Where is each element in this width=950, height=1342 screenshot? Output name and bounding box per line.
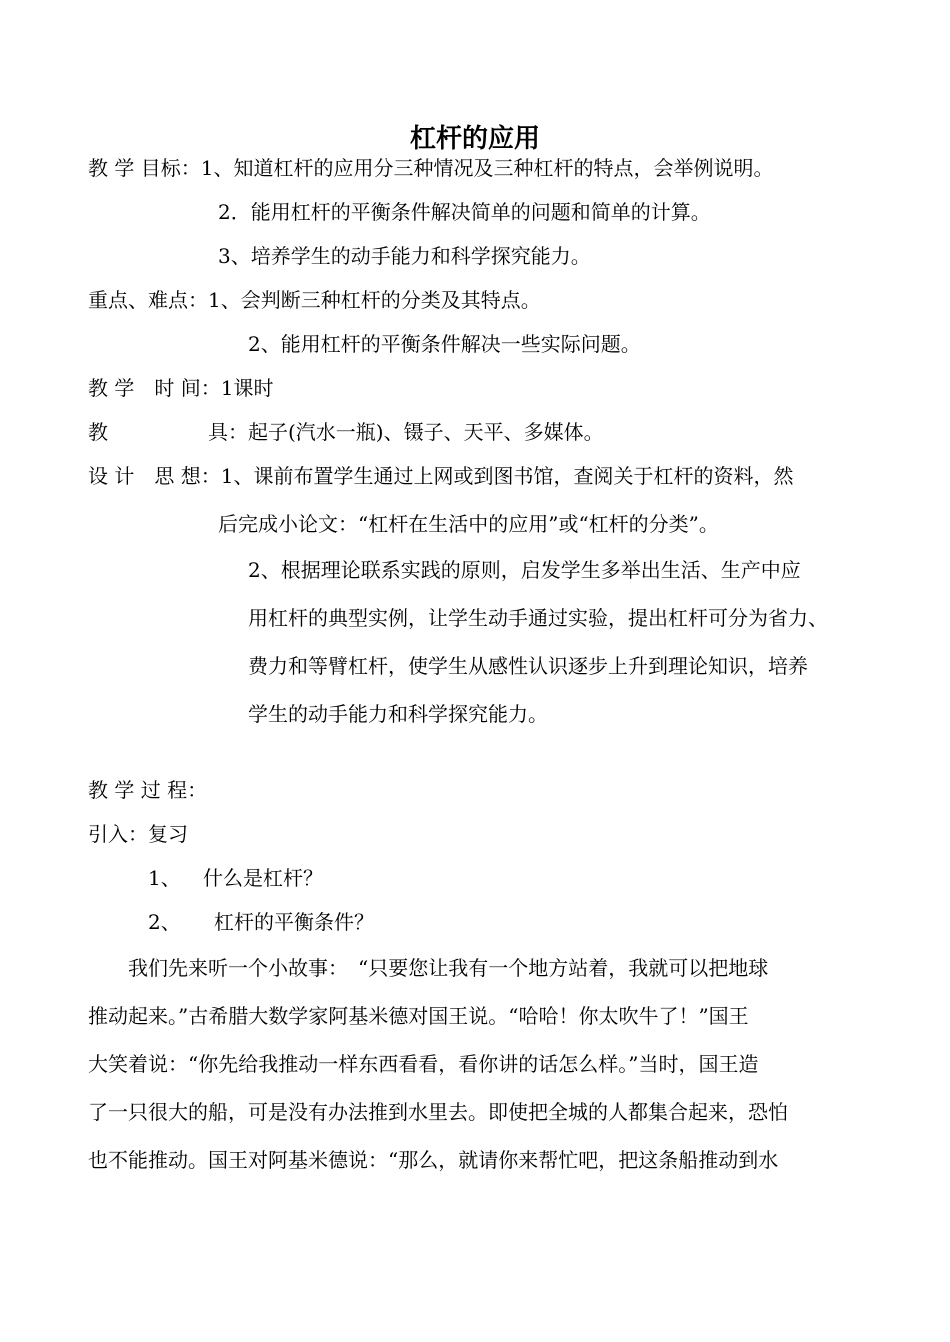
time-label: 教 学 时 间： bbox=[88, 376, 221, 400]
intro-label: 引入：复习 bbox=[88, 822, 188, 846]
design-line: 后完成小论文：“杠杆在生活中的应用”或“杠杆的分类”。 bbox=[218, 512, 719, 536]
question-text: 杠杆的平衡条件？ bbox=[214, 910, 374, 934]
page-title: 杠杆的应用 bbox=[409, 124, 540, 154]
key-points-row bbox=[88, 286, 541, 314]
objective-item: 2．能用杠杆的平衡条件解决简单的问题和简单的计算。 bbox=[218, 200, 711, 224]
review-question bbox=[148, 864, 323, 892]
design-line: 用杠杆的典型实例，让学生动手通过实验，提出杠杆可分为省力、 bbox=[248, 606, 828, 630]
design-row bbox=[88, 462, 793, 490]
story-line: 我们先来听一个小故事： “只要您让我有一个地方站着，我就可以把地球 bbox=[128, 956, 769, 980]
design-line: 费力和等臂杠杆，使学生从感性认识逐步上升到理论知识，培养 bbox=[248, 654, 808, 678]
key-points-label: 重点、难点： bbox=[88, 288, 208, 312]
story-line: 推动起来。”古希腊大数学家阿基米德对国王说。“哈哈！你太吹牛了！”国王 bbox=[88, 1004, 749, 1028]
objective-item: 3、培养学生的动手能力和科学探究能力。 bbox=[218, 244, 591, 268]
key-point-item: 1、会判断三种杠杆的分类及其特点。 bbox=[208, 288, 541, 312]
time-value: 1课时 bbox=[220, 376, 274, 400]
design-line: 1、课前布置学生通过上网或到图书馆，查阅关于杠杆的资料，然 bbox=[220, 464, 794, 488]
objectives-label: 教 学 目标： bbox=[88, 156, 201, 180]
tools-row bbox=[88, 418, 604, 446]
tools-label: 教 具： bbox=[88, 420, 248, 444]
design-line: 学生的动手能力和科学探究能力。 bbox=[248, 702, 548, 726]
time-row bbox=[88, 374, 273, 402]
question-number: 1、 bbox=[148, 866, 181, 890]
review-question bbox=[148, 908, 374, 936]
question-number: 2、 bbox=[148, 910, 181, 934]
question-text: 什么是杠杆？ bbox=[203, 866, 323, 890]
story-line: 也不能推动。国王对阿基米德说：“那么，就请你来帮忙吧，把这条船推动到水 bbox=[88, 1148, 779, 1172]
story-line: 大笑着说：“你先给我推动一样东西看看，看你讲的话怎么样。”当时，国王造 bbox=[88, 1052, 759, 1076]
process-label: 教 学 过 程： bbox=[88, 778, 208, 802]
design-line: 2、根据理论联系实践的原则，启发学生多举出生活、生产中应 bbox=[248, 558, 801, 582]
tools-value: 起子(汽水一瓶)、镊子、天平、多媒体。 bbox=[248, 420, 604, 444]
key-point-item: 2、能用杠杆的平衡条件解决一些实际问题。 bbox=[248, 332, 641, 356]
objective-item: 1、知道杠杆的应用分三种情况及三种杠杆的特点，会举例说明。 bbox=[200, 156, 774, 180]
objectives-row bbox=[88, 154, 773, 182]
story-line: 了一只很大的船，可是没有办法推到水里去。即使把全城的人都集合起来，恐怕 bbox=[88, 1100, 788, 1124]
design-label: 设 计 思 想： bbox=[88, 464, 221, 488]
